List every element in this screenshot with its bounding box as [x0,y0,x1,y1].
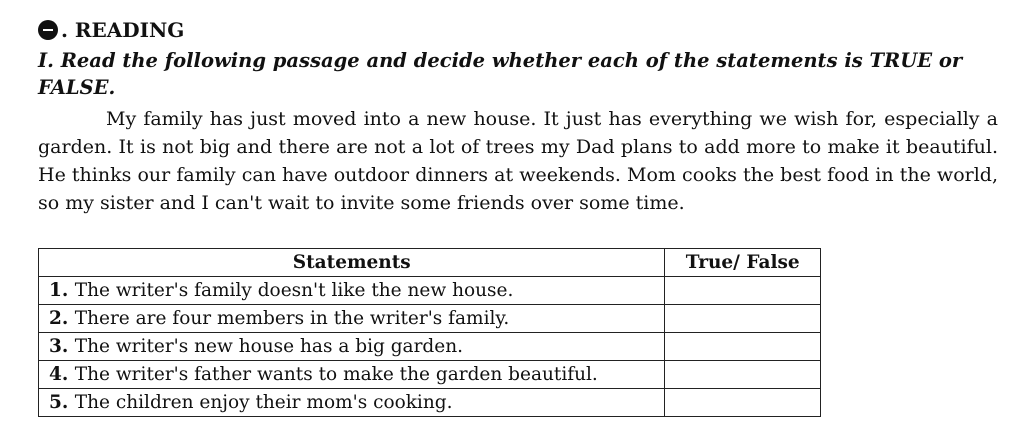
statement-number: 4 [49,364,62,385]
statement-number: 1 [49,280,62,301]
statement-cell: 5. The children enjoy their mom's cooking. [39,389,665,417]
statement-number: 2 [49,308,62,329]
table-row [39,389,821,417]
statement-number: 3 [49,336,62,357]
table-header-row [39,249,821,277]
statement-cell: 3. The writer's new house has a big garden. [39,333,665,361]
section-number-badge-icon [38,20,58,40]
reading-passage: My family has just moved into a new house. It just has everything we wish for, especially a garden. It is not big and there are not a lot of trees my Dad plans to add more to make it beautiful. He thinks our family can have outdoor dinners at weekends. Mom cooks the best food in the world, so my sister and I can't wait to invite some friends over some time. [38,108,998,214]
table-row [39,361,821,389]
statement-text: There are four members in the writer's family. [74,308,510,329]
section-title: . READING [61,18,185,42]
answer-cell[interactable] [665,361,821,389]
statement-cell: 1. The writer's family doesn't like the new house. [39,277,665,305]
statements-header: Statements [39,249,665,277]
table-row [39,277,821,305]
exercise-instruction: I. Read the following passage and decide whether each of the statements is TRUE or FALSE. [38,49,963,99]
true-false-table [38,248,821,417]
table-row [39,305,821,333]
statement-cell: 2. There are four members in the writer's family. [39,305,665,333]
answer-cell[interactable] [665,389,821,417]
true-false-header: True/ False [665,249,821,277]
statement-number: 5 [49,392,62,413]
statement-text: The writer's family doesn't like the new house. [74,280,514,301]
statement-text: The children enjoy their mom's cooking. [74,392,453,413]
section-heading [38,18,184,42]
statement-text: The writer's new house has a big garden. [74,336,464,357]
answer-cell[interactable] [665,305,821,333]
answer-cell[interactable] [665,333,821,361]
answer-cell[interactable] [665,277,821,305]
statement-cell: 4. The writer's father wants to make the garden beautiful. [39,361,665,389]
table-row [39,333,821,361]
statement-text: The writer's father wants to make the garden beautiful. [74,364,598,385]
